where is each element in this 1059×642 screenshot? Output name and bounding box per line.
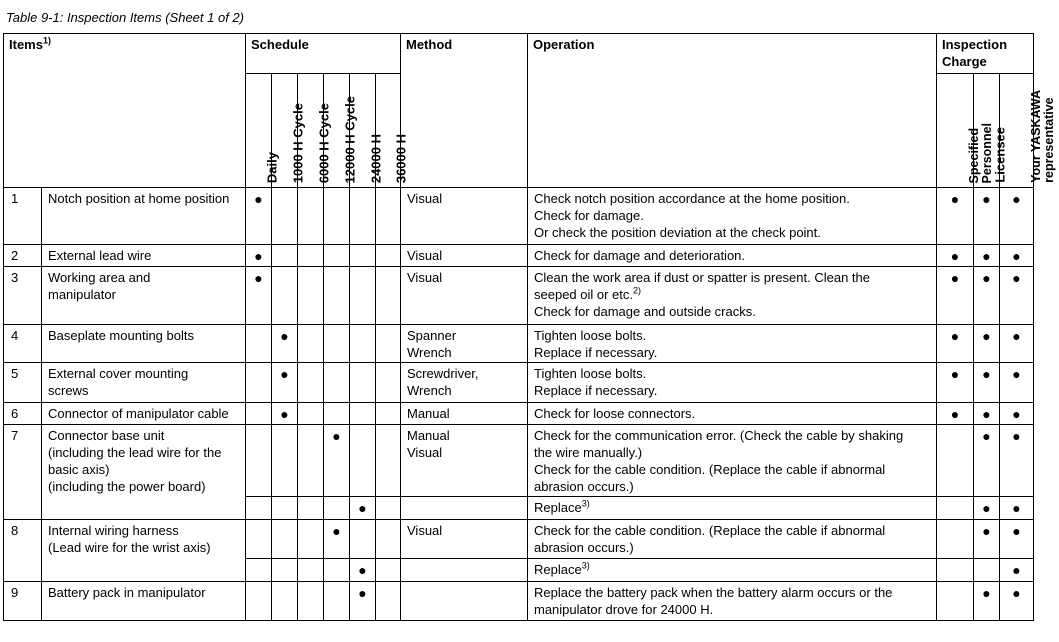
schedule-cell xyxy=(376,425,401,497)
schedule-cell xyxy=(324,582,350,621)
schedule-cell: ● xyxy=(350,497,376,520)
cell-line: External cover mounting xyxy=(48,366,189,381)
schedule-cell xyxy=(324,363,350,403)
schedule-cell xyxy=(272,582,298,621)
schedule-cell xyxy=(246,425,272,497)
charge-cell: ● xyxy=(937,325,974,363)
method-cell xyxy=(401,267,528,325)
charge-cell xyxy=(937,520,974,559)
item-name xyxy=(42,245,246,267)
charge-cell: ● xyxy=(937,245,974,267)
operation-cell xyxy=(528,520,937,559)
cell-line: Screwdriver, xyxy=(407,366,479,381)
cell-line: Spanner xyxy=(407,328,457,343)
cell-line: Manual xyxy=(407,406,450,421)
charge-cell: ● xyxy=(974,520,1000,559)
cell-line: manipulator xyxy=(48,287,116,302)
sched-12000h-header: 12000 H Cycle xyxy=(324,74,350,188)
cell-line: Check for damage and outside cracks. xyxy=(534,304,756,319)
operation-cell xyxy=(528,363,937,403)
schedule-cell xyxy=(376,267,401,325)
cell-line: Check for loose connectors. xyxy=(534,406,696,421)
operation-cell xyxy=(528,425,937,497)
item-name xyxy=(42,520,246,582)
sched-6000h-header: 6000 H Cycle xyxy=(298,74,324,188)
cell-line: Tighten loose bolts. xyxy=(534,366,647,381)
schedule-cell xyxy=(272,559,298,582)
schedule-cell xyxy=(324,497,350,520)
schedule-cell xyxy=(272,245,298,267)
schedule-cell xyxy=(350,403,376,425)
schedule-cell xyxy=(272,497,298,520)
cell-line: the wire manually.) xyxy=(534,445,643,460)
cell-line: Visual xyxy=(407,248,443,263)
cell-line: abrasion occurs.) xyxy=(534,540,634,555)
schedule-cell xyxy=(298,267,324,325)
method-cell xyxy=(401,325,528,363)
charge-cell: ● xyxy=(1000,520,1034,559)
cell-line: Replace xyxy=(534,500,582,515)
cell-line: Check for damage and deterioration. xyxy=(534,248,746,263)
item-name xyxy=(42,363,246,403)
table-row xyxy=(4,582,1034,621)
inspection-charge-header: Inspection Charge xyxy=(937,34,1034,74)
charge-cell: ● xyxy=(1000,497,1034,520)
cell-line: Visual xyxy=(407,523,443,538)
charge-cell: ● xyxy=(974,403,1000,425)
schedule-cell xyxy=(298,497,324,520)
schedule-cell xyxy=(272,520,298,559)
cell-line: Replace xyxy=(534,562,582,577)
item-number: 7 xyxy=(4,425,42,520)
cell-line: Baseplate mounting bolts xyxy=(48,328,194,343)
sched-daily-header: Daily xyxy=(246,74,272,188)
cell-line: (including the lead wire for the xyxy=(48,445,222,460)
schedule-cell xyxy=(246,582,272,621)
charge-cell xyxy=(937,559,974,582)
table-row xyxy=(4,425,1034,497)
charge-cell: ● xyxy=(974,582,1000,621)
table-caption: Table 9-1: Inspection Items (Sheet 1 of 2) xyxy=(6,10,244,25)
schedule-cell xyxy=(246,325,272,363)
charge-specified-header: Specified Personnel xyxy=(937,74,974,188)
items-header: Items$^{1)}$ xyxy=(4,34,246,188)
schedule-cell: ● xyxy=(324,425,350,497)
footnote-ref: 3) xyxy=(581,560,590,571)
cell-line: Wrench xyxy=(407,383,452,398)
schedule-cell xyxy=(350,363,376,403)
charge-cell: ● xyxy=(974,497,1000,520)
schedule-cell xyxy=(350,325,376,363)
schedule-cell xyxy=(298,520,324,559)
schedule-cell: ● xyxy=(272,403,298,425)
schedule-cell xyxy=(298,363,324,403)
schedule-cell: ● xyxy=(246,188,272,245)
charge-cell xyxy=(937,425,974,497)
operation-cell xyxy=(528,325,937,363)
cell-line: (Lead wire for the wrist axis) xyxy=(48,540,211,555)
charge-cell xyxy=(974,559,1000,582)
method-header: Method xyxy=(401,34,528,188)
schedule-cell xyxy=(272,188,298,245)
schedule-cell xyxy=(298,403,324,425)
cell-line: External lead wire xyxy=(48,248,152,263)
item-number: 5 xyxy=(4,363,42,403)
cell-line: Wrench xyxy=(407,345,452,360)
charge-cell: ● xyxy=(1000,245,1034,267)
cell-line: Visual xyxy=(407,270,443,285)
item-name xyxy=(42,325,246,363)
table-row xyxy=(4,245,1034,267)
footnote-ref: 2) xyxy=(633,285,642,296)
method-cell xyxy=(401,245,528,267)
method-cell xyxy=(401,559,528,582)
schedule-cell: ● xyxy=(246,245,272,267)
schedule-cell xyxy=(246,363,272,403)
sched-24000h-header: 24000 H xyxy=(350,74,376,188)
cell-line: Check for damage. xyxy=(534,208,644,223)
item-number: 1 xyxy=(4,188,42,245)
schedule-cell xyxy=(272,267,298,325)
charge-cell: ● xyxy=(1000,582,1034,621)
charge-yaskawa-header: Your YASKAWA representative xyxy=(1000,74,1034,188)
item-name xyxy=(42,188,246,245)
charge-cell: ● xyxy=(937,363,974,403)
cell-line: Replace if necessary. xyxy=(534,345,658,360)
charge-cell xyxy=(937,497,974,520)
cell-line: manipulator drove for 24000 H. xyxy=(534,602,714,617)
schedule-cell xyxy=(298,582,324,621)
charge-cell: ● xyxy=(974,363,1000,403)
charge-cell: ● xyxy=(974,267,1000,325)
charge-cell: ● xyxy=(937,188,974,245)
operation-cell xyxy=(528,188,937,245)
schedule-cell xyxy=(246,497,272,520)
schedule-cell xyxy=(246,403,272,425)
charge-cell: ● xyxy=(937,267,974,325)
cell-line: Clean the work area if dust or spatter is present. Clean the xyxy=(534,270,871,285)
cell-line: Or check the position deviation at the check point. xyxy=(534,225,821,240)
schedule-cell xyxy=(376,188,401,245)
schedule-cell: ● xyxy=(272,325,298,363)
cell-line: Check for the cable condition. (Replace the cable if abnormal xyxy=(534,462,886,477)
method-cell xyxy=(401,403,528,425)
charge-cell: ● xyxy=(974,425,1000,497)
method-cell xyxy=(401,497,528,520)
footnote-ref: 3) xyxy=(581,498,590,509)
method-cell xyxy=(401,425,528,497)
cell-line: Battery pack in manipulator xyxy=(48,585,206,600)
schedule-cell xyxy=(324,403,350,425)
item-number: 6 xyxy=(4,403,42,425)
schedule-cell xyxy=(324,559,350,582)
cell-line: Tighten loose bolts. xyxy=(534,328,647,343)
cell-line: Visual xyxy=(407,191,443,206)
cell-line: Internal wiring harness xyxy=(48,523,179,538)
table-row xyxy=(4,403,1034,425)
sched-36000h-header: 36000 H xyxy=(376,74,401,188)
item-name xyxy=(42,403,246,425)
charge-cell: ● xyxy=(1000,325,1034,363)
cell-line: (including the power board) xyxy=(48,479,206,494)
cell-line: Check for the communication error. (Check the cable by shaking xyxy=(534,428,904,443)
charge-cell: ● xyxy=(937,403,974,425)
schedule-cell xyxy=(376,245,401,267)
operation-cell xyxy=(528,267,937,325)
item-name xyxy=(42,425,246,520)
charge-cell xyxy=(937,582,974,621)
method-cell xyxy=(401,520,528,559)
charge-cell: ● xyxy=(1000,403,1034,425)
schedule-cell xyxy=(376,403,401,425)
table-row xyxy=(4,520,1034,559)
method-cell xyxy=(401,188,528,245)
charge-cell: ● xyxy=(1000,425,1034,497)
charge-cell: ● xyxy=(1000,363,1034,403)
method-cell xyxy=(401,582,528,621)
operation-cell xyxy=(528,497,937,520)
schedule-cell xyxy=(350,520,376,559)
charge-cell: ● xyxy=(974,245,1000,267)
charge-cell: ● xyxy=(1000,188,1034,245)
charge-cell: ● xyxy=(974,188,1000,245)
item-number: 3 xyxy=(4,267,42,325)
schedule-cell xyxy=(324,245,350,267)
charge-cell: ● xyxy=(1000,267,1034,325)
schedule-cell xyxy=(376,520,401,559)
operation-cell xyxy=(528,403,937,425)
sched-1000h-header: 1000 H Cycle xyxy=(272,74,298,188)
item-number: 9 xyxy=(4,582,42,621)
item-number: 4 xyxy=(4,325,42,363)
item-number: 2 xyxy=(4,245,42,267)
schedule-cell xyxy=(350,267,376,325)
cell-line: Visual xyxy=(407,445,443,460)
cell-line: Connector of manipulator cable xyxy=(48,406,229,421)
schedule-cell xyxy=(298,188,324,245)
schedule-cell xyxy=(272,425,298,497)
operation-cell xyxy=(528,582,937,621)
schedule-header: Schedule xyxy=(246,34,401,74)
cell-line: basic axis) xyxy=(48,462,110,477)
schedule-cell xyxy=(324,188,350,245)
schedule-cell xyxy=(298,425,324,497)
cell-line: screws xyxy=(48,383,89,398)
item-name xyxy=(42,582,246,621)
schedule-cell xyxy=(376,559,401,582)
cell-line: Replace if necessary. xyxy=(534,383,658,398)
method-cell xyxy=(401,363,528,403)
cell-line: Working area and xyxy=(48,270,151,285)
cell-line: Check notch position accordance at the home position. xyxy=(534,191,850,206)
schedule-cell: ● xyxy=(246,267,272,325)
schedule-cell: ● xyxy=(324,520,350,559)
schedule-cell xyxy=(376,325,401,363)
schedule-cell xyxy=(376,497,401,520)
schedule-cell xyxy=(298,245,324,267)
schedule-cell: ● xyxy=(350,559,376,582)
schedule-cell xyxy=(324,325,350,363)
cell-line: seeped oil or etc. xyxy=(534,287,634,302)
schedule-cell xyxy=(324,267,350,325)
charge-licensee-header: Licensee xyxy=(974,74,1000,188)
table-row xyxy=(4,363,1034,403)
schedule-cell xyxy=(350,425,376,497)
schedule-cell xyxy=(350,245,376,267)
item-number: 8 xyxy=(4,520,42,582)
operation-cell xyxy=(528,245,937,267)
schedule-cell xyxy=(246,520,272,559)
operation-header: Operation xyxy=(528,34,937,188)
item-name xyxy=(42,267,246,325)
table-row xyxy=(4,267,1034,325)
cell-line: Replace the battery pack when the battery alarm occurs or the xyxy=(534,585,893,600)
schedule-cell: ● xyxy=(350,582,376,621)
charge-cell: ● xyxy=(974,325,1000,363)
cell-line: Check for the cable condition. (Replace the cable if abnormal xyxy=(534,523,886,538)
schedule-cell: ● xyxy=(272,363,298,403)
schedule-cell xyxy=(246,559,272,582)
schedule-cell xyxy=(350,188,376,245)
table-body xyxy=(4,188,1034,621)
table-row xyxy=(4,325,1034,363)
cell-line: Notch position at home position xyxy=(48,191,230,206)
cell-line: abrasion occurs.) xyxy=(534,479,634,494)
inspection-table xyxy=(3,33,1056,621)
charge-cell: ● xyxy=(1000,559,1034,582)
schedule-cell xyxy=(298,325,324,363)
schedule-cell xyxy=(376,363,401,403)
cell-line: Connector base unit xyxy=(48,428,165,443)
table-row xyxy=(4,188,1034,245)
cell-line: Manual xyxy=(407,428,450,443)
schedule-cell xyxy=(376,582,401,621)
schedule-cell xyxy=(298,559,324,582)
operation-cell xyxy=(528,559,937,582)
